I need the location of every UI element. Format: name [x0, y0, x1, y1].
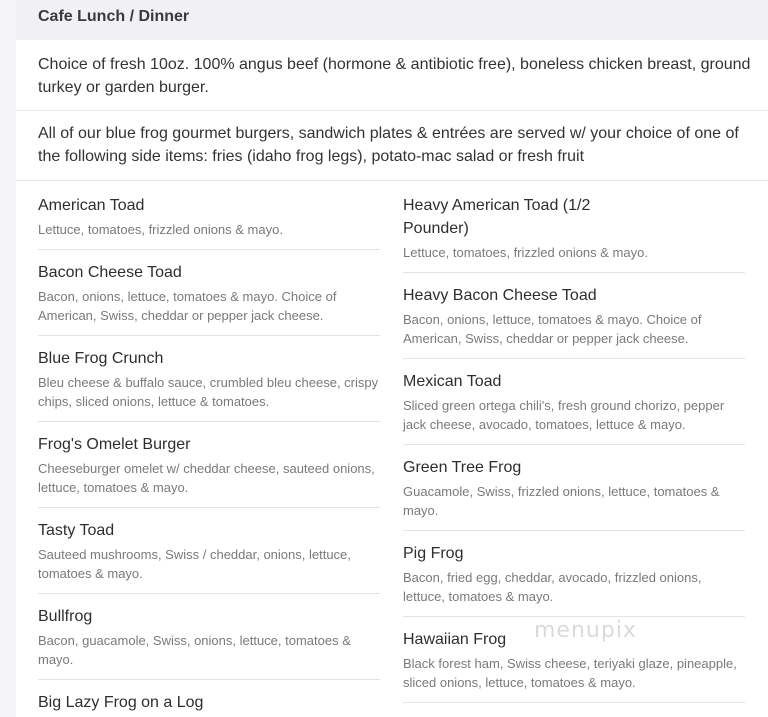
section-title: Cafe Lunch / Dinner	[38, 8, 190, 25]
menu-item-name: Green Tree Frog	[403, 459, 522, 476]
menu-item-description: Lettuce, tomatoes, frizzled onions & mayo.	[403, 245, 648, 260]
menu-item[interactable]	[38, 515, 380, 594]
menu-item-name: Bullfrog	[38, 608, 93, 625]
divider	[16, 180, 768, 181]
menu-item[interactable]	[403, 280, 745, 359]
section-description-2: All of our blue frog gourmet burgers, sandwich plates & entrées are served w/ your choice of one of the following side items: fries (idaho frog legs), potato-mac salad or fresh fruit	[38, 125, 739, 165]
menu-item-name: Big Lazy Frog on a Log	[38, 694, 204, 711]
menu-item-description: Bacon, fried egg, cheddar, avocado, frizzled onions, lettuce, tomatoes & mayo.	[403, 570, 702, 604]
menu-item-name: Heavy American Toad (1/2 Pounder)	[403, 197, 591, 237]
menu-item-description: Bacon, guacamole, Swiss, onions, lettuce, tomatoes & mayo.	[38, 633, 351, 667]
menu-panel	[16, 0, 768, 717]
menu-item[interactable]	[403, 452, 745, 531]
menu-item[interactable]	[403, 538, 745, 617]
menu-item-name: Frog's Omelet Burger	[38, 436, 191, 453]
menu-item-description: Sauteed mushrooms, Swiss / cheddar, onions, lettuce, tomatoes & mayo.	[38, 547, 351, 581]
menu-item-name: Mexican Toad	[403, 373, 502, 390]
menu-item[interactable]	[38, 190, 380, 250]
menu-item-name: Hawaiian Frog	[403, 631, 507, 648]
watermark: menupix	[534, 618, 637, 643]
menu-item[interactable]	[403, 190, 745, 273]
menu-item-description: Lettuce, tomatoes, frizzled onions & mayo.	[38, 222, 283, 237]
section-header	[16, 0, 768, 40]
menu-item[interactable]	[38, 687, 380, 717]
menu-item-name: Tasty Toad	[38, 522, 115, 539]
menu-item-name: Bacon Cheese Toad	[38, 264, 182, 281]
menu-item-description: Guacamole, Swiss, frizzled onions, lettuce, tomatoes & mayo.	[403, 484, 720, 518]
menu-item[interactable]	[38, 429, 380, 508]
divider	[16, 110, 768, 111]
menu-item-description: Bleu cheese & buffalo sauce, crumbled bleu cheese, crispy chips, sliced onions, lettuce & tomatoes.	[38, 375, 379, 409]
menu-column-left	[38, 190, 380, 717]
menu-item[interactable]	[38, 343, 380, 422]
menu-item-name: American Toad	[38, 197, 145, 214]
menu-item[interactable]	[38, 257, 380, 336]
menu-item-description: Bacon, onions, lettuce, tomatoes & mayo. Choice of American, Swiss, cheddar or pepper jack cheese.	[38, 289, 337, 323]
section-description-1: Choice of fresh 10oz. 100% angus beef (hormone & antibiotic free), boneless chicken breast, ground turkey or garden burger.	[38, 56, 751, 96]
menu-item-name: Blue Frog Crunch	[38, 350, 164, 367]
menu-item-name: Heavy Bacon Cheese Toad	[403, 287, 597, 304]
menu-item[interactable]	[38, 601, 380, 680]
menu-item-description: Cheeseburger omelet w/ cheddar cheese, sauteed onions, lettuce, tomatoes & mayo.	[38, 461, 375, 495]
menu-item[interactable]	[403, 366, 745, 445]
menu-item-description: Sliced green ortega chili's, fresh ground chorizo, pepper jack cheese, avocado, tomatoes, lettuce & mayo.	[403, 398, 725, 432]
menu-item-description: Black forest ham, Swiss cheese, teriyaki glaze, pineapple, sliced onions, lettuce, tomatoes & mayo.	[403, 656, 737, 690]
menu-item-description: Bacon, onions, lettuce, tomatoes & mayo. Choice of American, Swiss, cheddar or pepper jack cheese.	[403, 312, 702, 346]
menu-item-name: Pig Frog	[403, 545, 464, 562]
